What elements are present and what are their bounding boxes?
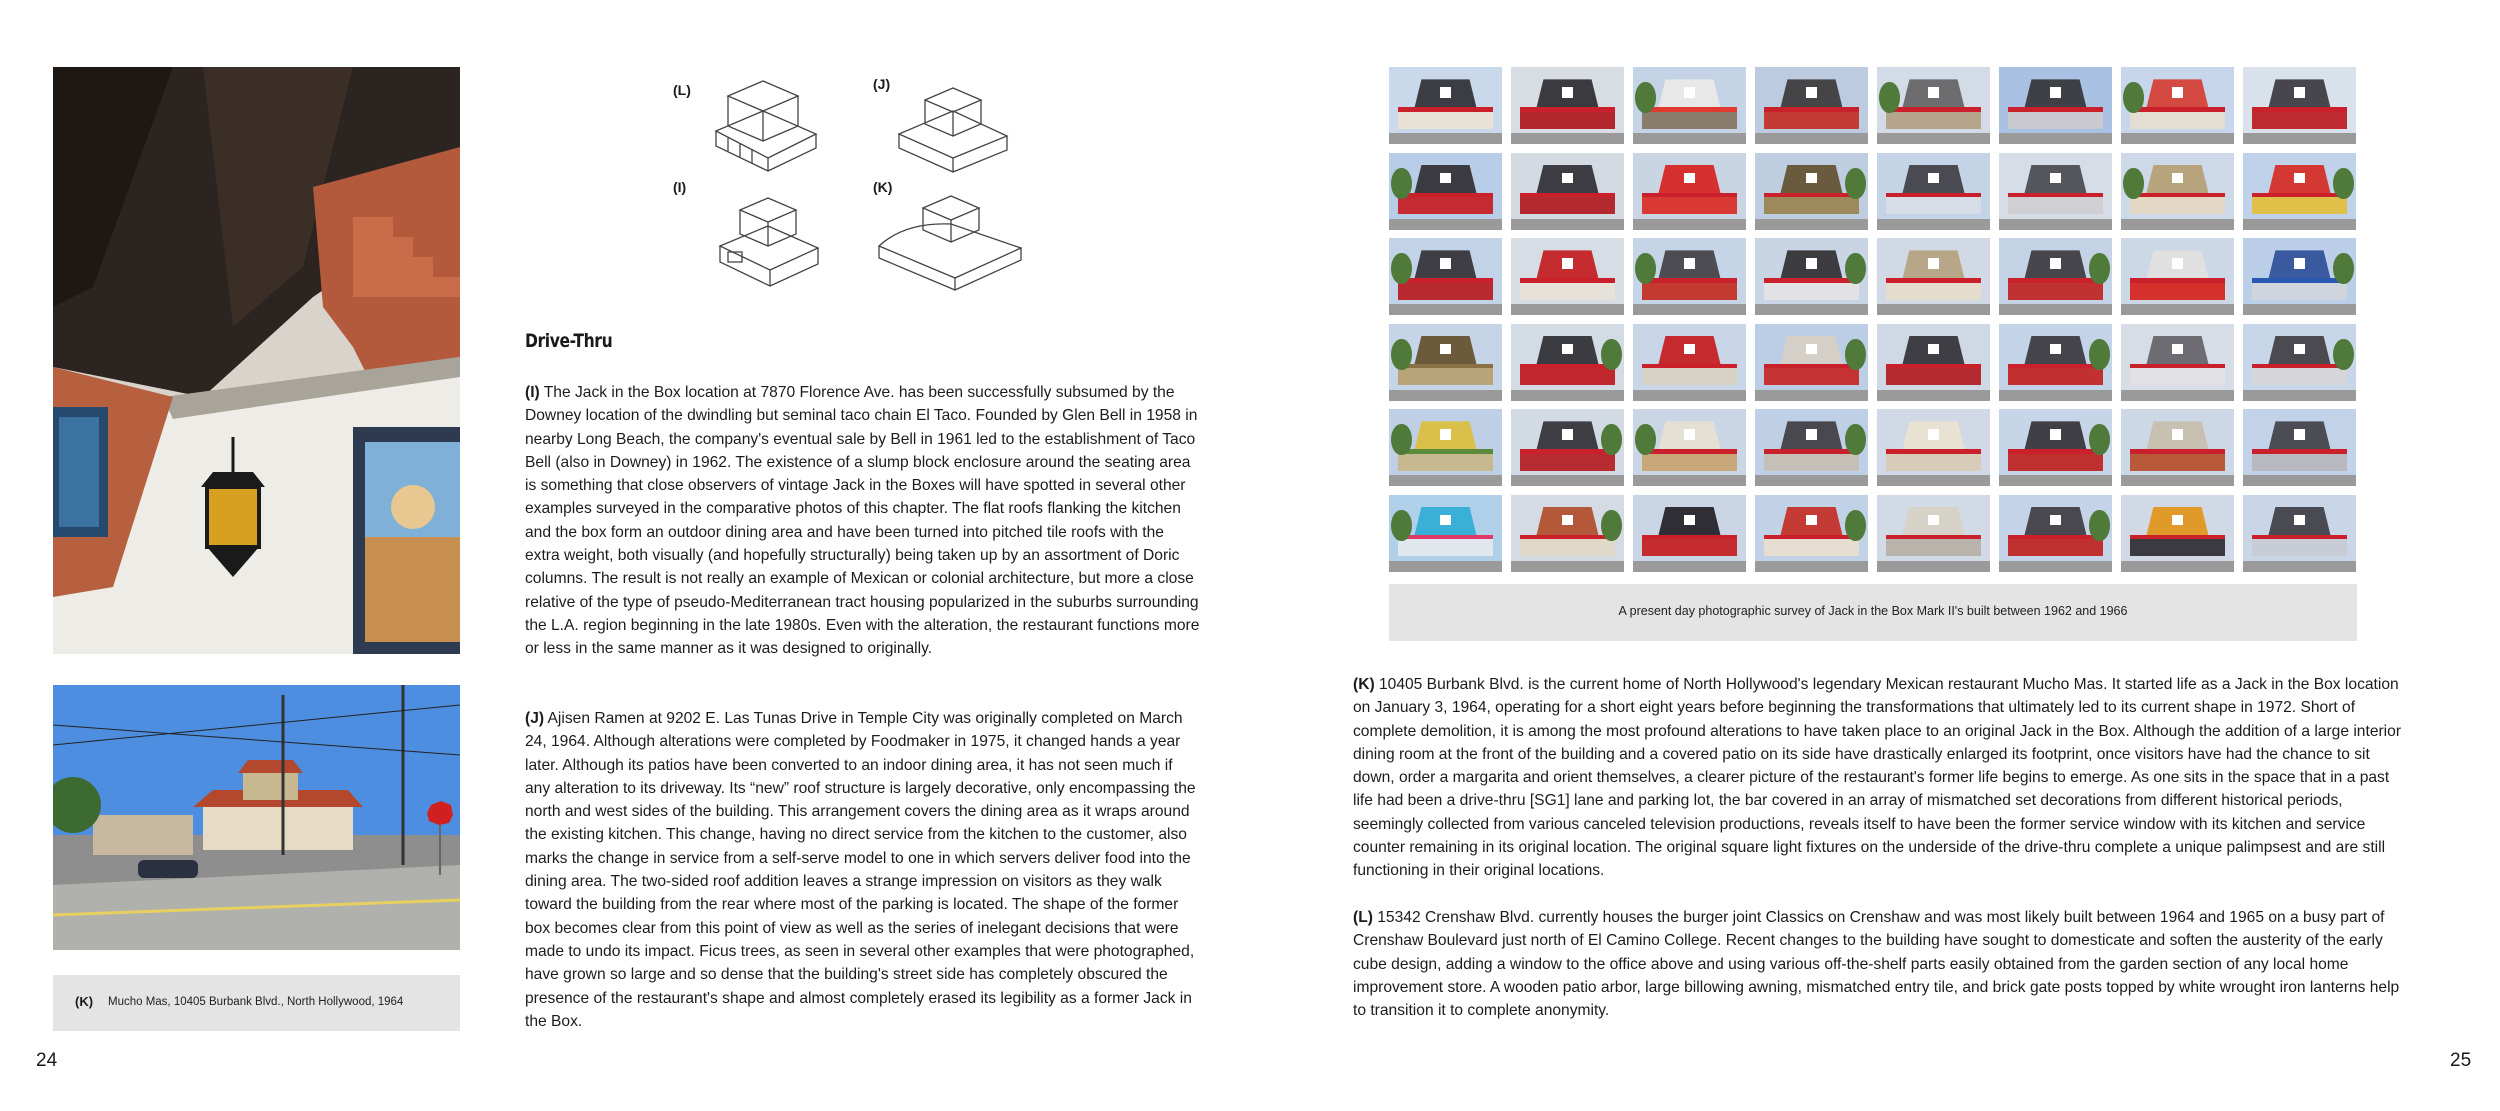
survey-photo-tile — [1389, 324, 1502, 401]
street-scene — [53, 685, 460, 950]
survey-photo-tile — [1633, 67, 1746, 144]
survey-photo-tile — [2243, 238, 2356, 315]
survey-photo-tile — [1633, 238, 1746, 315]
survey-photo-tile — [1999, 153, 2112, 230]
survey-photo-tile — [1755, 495, 1868, 572]
survey-photo-tile — [1755, 409, 1868, 486]
page-number-right: 25 — [2450, 1050, 2472, 1071]
survey-photo-tile — [2243, 495, 2356, 572]
interior-scene — [53, 67, 460, 654]
interior-lantern-photo — [53, 67, 460, 654]
survey-photo-tile — [2243, 153, 2356, 230]
survey-caption-text: A present day photographic survey of Jack in the Box Mark II's built between 1962 and 1966 — [1618, 604, 2128, 618]
survey-photo-tile — [1511, 324, 1624, 401]
section-heading: Drive-Thru — [525, 330, 613, 352]
survey-photo-tile — [1755, 238, 1868, 315]
axo-label-i: (I) — [673, 179, 687, 195]
survey-photo-tile — [1511, 495, 1624, 572]
paragraph-l-text: 15342 Crenshaw Blvd. currently houses the burger joint Classics on Crenshaw and was most likely built between 1964 and 1965 on a busy part of Crenshaw Boulevard just north of El Camino College. Recent changes to the building have sought to domesticate and soften the austerity of the early cube design, adding a window to the office above and using various off-the-shelf parts easily obtained from the garden section of any local home improvement store. A wooden patio arbor, large billowing awning, mismatched entry tile, and brick gate posts topped by white wrought iron lanterns help to transition it to complete anonymity. — [1353, 909, 2400, 1020]
survey-photo-tile — [1755, 324, 1868, 401]
paragraph-l-label: (L) — [1353, 909, 1373, 926]
axo-diagram-l — [708, 76, 826, 176]
survey-photo-tile — [1511, 153, 1624, 230]
survey-photo-tile — [1389, 238, 1502, 315]
paragraph-l — [1353, 906, 2410, 1022]
paragraph-k-label: (K) — [1353, 676, 1375, 693]
axo-diagram-j — [895, 86, 1010, 181]
survey-photo-tile — [1999, 67, 2112, 144]
caption-k-label: (K) — [75, 994, 94, 1009]
survey-photo-tile — [1999, 495, 2112, 572]
survey-photo-tile — [1755, 67, 1868, 144]
survey-caption — [1389, 584, 2357, 641]
axo-diagram-i — [708, 194, 826, 292]
survey-photo-tile — [1511, 238, 1624, 315]
paragraph-k-text: 10405 Burbank Blvd. is the current home of North Hollywood's legendary Mexican restaurant Mucho Mas. It started life as a Jack in the Box location on January 3, 1964, operating for a short eight years before beginning the transformations that ultimately led to its current shape in 1972. Short of complete demolition, it is among the most profound alterations to have taken place to an original Jack in the Box. Although the addition of a large interior dining room at the front of the building and a covered patio on its side have drastically enlarged its footprint, once visitors have had the chance to sit down, order a margarita and orient themselves, a clearer picture of the restaurant's former life begins to emerge. As one sits in the space that in a past life had been a drive-thru [SG1] lane and parking lot, the bar covered in an array of mismatched set decorations from different historical periods, seemingly collected from various canceled television productions, reveals itself to have been the former service window with its kitchen and service counter remaining in its original location. The original square light fixtures on the underside of the drive-thru complete a unique palimpsest and are still functioning in their original locations. — [1353, 676, 2402, 880]
paragraph-j — [525, 707, 1201, 1033]
axo-diagram-k — [875, 194, 1025, 294]
survey-photo-tile — [1389, 67, 1502, 144]
page-number-left: 24 — [36, 1050, 58, 1071]
survey-photo-tile — [1511, 409, 1624, 486]
survey-photo-tile — [1999, 409, 2112, 486]
paragraph-i-text: The Jack in the Box location at 7870 Florence Ave. has been successfully subsumed by the Downey location of the dwindling but seminal taco chain El Taco. Founded by Glen Bell in 1958 in nearby Long Beach, the company's eventual sale by Bell in 1961 led to the establishment of Taco Bell (also in Downey) in 1962. The existence of a slump block enclosure around the seating area is something that close observers of vintage Jack in the Boxes will have spotted in several other examples surveyed in the comparative photos of this chapter. The flat roofs flanking the kitchen and the box form an outdoor dining area and have been turned into pitched tile roofs with the extra weight, both visually (and hopefully structurally) being taken up by an assortment of Doric columns. The result is not really an example of Mexican or colonial architecture, but more a close relative of the type of pseudo-Mediterranean tract housing popularized in the suburbs surrounding the L.A. region beginning in the late 1980s. Even with the alteration, the restaurant functions more or less in the same manner as it was designed to originally. — [525, 384, 1200, 658]
paragraph-i-label: (I) — [525, 384, 540, 401]
paragraph-i — [525, 381, 1201, 661]
survey-photo-tile — [2121, 153, 2234, 230]
street-corner-photo — [53, 685, 460, 950]
survey-photo-tile — [1999, 238, 2112, 315]
survey-photo-tile — [2121, 67, 2234, 144]
survey-photo-tile — [1633, 153, 1746, 230]
survey-photo-tile — [1511, 67, 1624, 144]
survey-photo-tile — [1877, 153, 1990, 230]
axo-label-j: (J) — [873, 76, 891, 92]
survey-photo-tile — [1877, 495, 1990, 572]
survey-photo-tile — [2121, 238, 2234, 315]
paragraph-j-label: (J) — [525, 710, 545, 727]
survey-photo-tile — [1389, 409, 1502, 486]
survey-photo-tile — [1633, 324, 1746, 401]
survey-photo-tile — [1633, 495, 1746, 572]
photo-caption-k — [53, 975, 460, 1031]
survey-photo-tile — [1877, 67, 1990, 144]
survey-photo-tile — [1877, 238, 1990, 315]
survey-photo-tile — [1755, 153, 1868, 230]
axo-label-k: (K) — [873, 179, 893, 195]
axo-label-l: (L) — [673, 82, 691, 98]
survey-photo-tile — [2121, 324, 2234, 401]
survey-photo-tile — [2121, 495, 2234, 572]
survey-photo-tile — [1877, 324, 1990, 401]
paragraph-k — [1353, 673, 2410, 883]
survey-photo-tile — [2243, 324, 2356, 401]
survey-photo-tile — [2121, 409, 2234, 486]
paragraph-j-text: Ajisen Ramen at 9202 E. Las Tunas Drive in Temple City was originally completed on March 24, 1964. Although alterations were completed by Foodmaker in 1975, it changed hands a year later. Although its patios have been converted to an indoor dining area, it has not seen much if any alteration to its driveway. Its “new” roof structure is largely decorative, only encompassing the north and west sides of the building. This arrangement covers the dining area as it wraps around the existing kitchen. This change, having no direct service from the kitchen to the customer, also marks the change in service from a self-serve model to one in which servers deliver food into the dining area. The two-sided roof addition leaves a strange impression on visitors as they walk toward the building from the rear where most of the parking is located. The shape of the former box becomes clear from this point of view as well as the series of inelegant decisions that were made to undo its impact. Ficus trees, as seen in several other examples that were photographed, have grown so large and so dense that the building's street side has completely obscured the presence of the restaurant's shape and almost completely erased its legibility as a former Jack in the Box. — [525, 710, 1196, 1030]
survey-photo-tile — [1389, 153, 1502, 230]
survey-photo-tile — [1389, 495, 1502, 572]
survey-photo-tile — [1877, 409, 1990, 486]
survey-photo-tile — [1633, 409, 1746, 486]
survey-photo-tile — [1999, 324, 2112, 401]
survey-photo-tile — [2243, 409, 2356, 486]
survey-photo-tile — [2243, 67, 2356, 144]
caption-k-text: Mucho Mas, 10405 Burbank Blvd., North Hollywood, 1964 — [108, 996, 404, 1008]
